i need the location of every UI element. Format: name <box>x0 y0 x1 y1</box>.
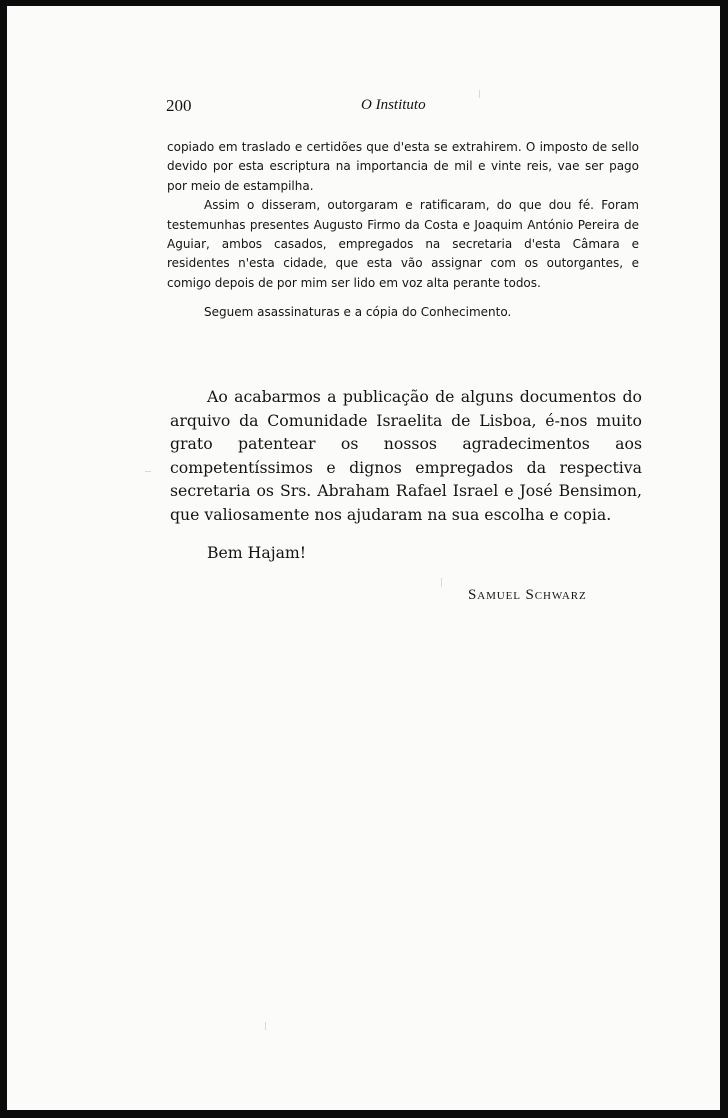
acknowledgement-paragraph: Ao acabarmos a publicação de alguns documentos do arquivo da Comunidade Israelita de Lisboa, é-nos muito grato patentear os nossos agradecimentos aos competentíssimos e dignos empregados da respectiva secretaria os Srs. Abraham Rafael Israel e José Bensimon, que valiosamente nos ajudaram na sua escolha e copia. <box>170 387 642 524</box>
transcript-paragraph-1: copiado em traslado e certidões que d'esta se extrahirem. O imposto de sello devido por esta escriptura na importancia de mil e vinte reis, vae ser pago por meio de estampilha. <box>167 140 639 193</box>
author-signature: Samuel Schwarz <box>468 587 587 603</box>
closing-line: Bem Hajam! <box>207 543 307 562</box>
scan-mark-signature <box>441 578 442 587</box>
scan-mark-left <box>145 471 151 472</box>
document-transcript <box>167 138 639 323</box>
transcript-paragraph-2: Assim o disseram, outorgaram e ratificaram, do que dou fé. Foram testemunhas presentes Augusto Firmo da Costa e Joaquim António Pereira de Aguiar, ambos casados, empregados na secretaria d'esta Câmara e residentes n'esta cidade, que esta vão assignar com os outorgantes, e comigo depois de por mim ser lido em voz alta perante todos. <box>167 198 639 290</box>
scan-mark-top <box>479 90 480 98</box>
transcript-paragraph-3: Seguem asassinaturas e a cópia do Conhecimento. <box>204 305 512 320</box>
scanned-book-page <box>7 6 720 1110</box>
acknowledgement-text <box>170 385 642 565</box>
scan-mark-lower <box>265 1022 266 1030</box>
page-number: 200 <box>166 96 192 115</box>
running-head <box>7 94 720 118</box>
journal-title: O Instituto <box>361 97 426 113</box>
